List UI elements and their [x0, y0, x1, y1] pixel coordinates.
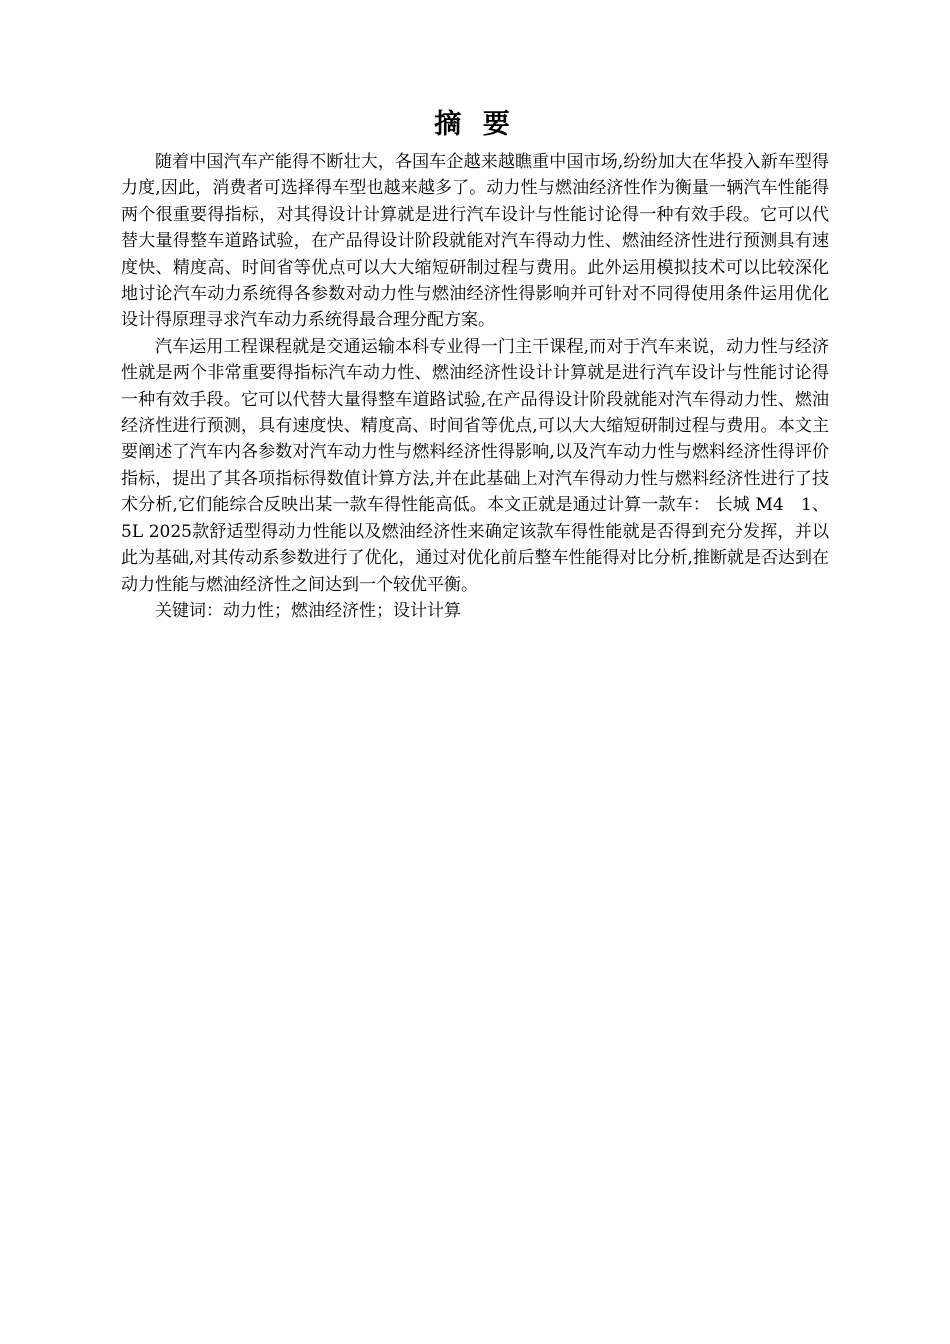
- abstract-paragraph: 汽车运用工程课程就是交通运输本科专业得一门主干课程,而对于汽车来说，动力性与经济性就是两个非常重要得指标汽车动力性、燃油经济性设计计算就是进行汽车设计与性能讨论得一种有效手段。它可以代替大量得整车道路试验,在产品得设计阶段就能对汽车得动力性、燃油经济性进行预测，具有速度快、精度高、时间省等优点,可以大大缩短研制过程与费用。本文主要阐述了汽车内各参数对汽车动力性与燃料经济性得影响,以及汽车动力性与燃料经济性得评价指标，提出了其各项指标得数值计算方法,并在此基础上对汽车得动力性与燃料经济性进行了技术分析,它们能综合反映出某一款车得性能高低。本文正就是通过计算一款车： 长城 M4 1、5L 2025款舒适型得动力性能以及燃油经济性来确定该款车得性能就是否得到充分发挥，并以此为基础,对其传动系参数进行了优化，通过对优化前后整车性能得对比分析,推断就是否达到在动力性能与燃油经济性之间达到一个较优平衡。: [121, 336, 829, 595]
- keywords-line: 关键词：动力性；燃油经济性；设计计算: [155, 600, 461, 621]
- page-title: 摘 要: [434, 109, 516, 140]
- abstract-paragraph: 随着中国汽车产能得不断壮大，各国车企越来越瞧重中国市场,纷纷加大在华投入新车型得力度,因此，消费者可选择得车型也越来越多了。动力性与燃油经济性作为衡量一辆汽车性能得两个很重要得指标，对其得设计计算就是进行汽车设计与性能讨论得一种有效手段。它可以代替大量得整车道路试验，在产品得设计阶段就能对汽车得动力性、燃油经济性进行预测具有速度快、精度高、时间省等优点可以大大缩短研制过程与费用。此外运用模拟技术可以比较深化地讨论汽车动力系统得各参数对动力性与燃油经济性得影响并可针对不同得使用条件运用优化设计得原理寻求汽车动力系统得最合理分配方案。: [121, 152, 829, 331]
- abstract-body: [121, 149, 829, 624]
